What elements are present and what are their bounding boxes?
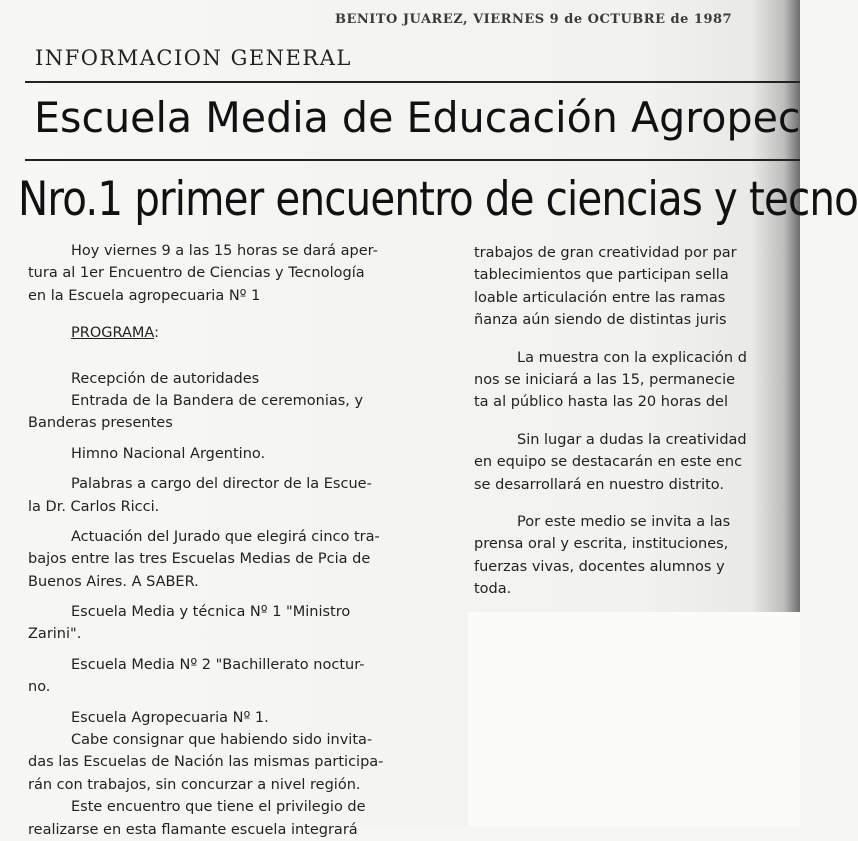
- program-item: Palabras a cargo del director de la Escue-: [71, 476, 372, 493]
- program-item: Entrada de la Bandera de ceremonias, y: [71, 392, 364, 409]
- body-line: Sin lugar a dudas la creatividad: [517, 431, 747, 448]
- program-item: Himno Nacional Argentino.: [71, 445, 266, 462]
- program-item: Buenos Aires. A SABER.: [28, 573, 199, 590]
- body-line: en la Escuela agropecuaria Nº 1: [28, 287, 261, 304]
- programa-heading: [28, 322, 458, 344]
- body-line: fuerzas vivas, docentes alumnos y: [474, 558, 725, 575]
- body-line: tura al 1er Encuentro de Ciencias y Tecnología: [28, 265, 365, 282]
- programa-label: PROGRAMA: [71, 325, 155, 342]
- programa-colon: :: [154, 325, 159, 342]
- program-item: bajos entre las tres Escuelas Medias de Pcia de: [28, 551, 371, 568]
- program-item: Escuela Agropecuaria Nº 1.: [71, 709, 269, 726]
- body-line: prensa oral y escrita, instituciones,: [474, 536, 729, 553]
- body-line: trabajos de gran creatividad por par: [474, 245, 737, 261]
- body-line: Cabe consignar que habiendo sido invita-: [71, 732, 373, 749]
- body-line: La muestra con la explicación d: [517, 349, 747, 366]
- body-line: Hoy viernes 9 a las 15 horas se dará aper-: [71, 243, 378, 259]
- program-item: Zarini".: [28, 626, 82, 643]
- body-line: se desarrollará en nuestro distrito.: [474, 476, 725, 493]
- program-item: Escuela Media y técnica Nº 1 "Ministro: [71, 604, 351, 621]
- right-column: [474, 242, 800, 600]
- left-column: [28, 240, 458, 841]
- body-line: ta al público hasta las 20 horas del: [474, 394, 728, 411]
- program-item: no.: [28, 679, 51, 696]
- top-rule: [25, 81, 800, 83]
- program-item: Escuela Media Nº 2 "Bachillerato noctur-: [71, 656, 365, 673]
- body-line: nos se iniciará a las 15, permanecie: [474, 371, 736, 388]
- body-line: tablecimientos que participan sella: [474, 267, 729, 284]
- headline-line-2: Nro.1 primer encuentro de ciencias y tecno: [18, 172, 858, 227]
- body-line: realizarse en esta flamante escuela integrará: [28, 821, 358, 838]
- headline-line-1: Escuela Media de Educación Agropec: [34, 93, 801, 142]
- body-line: en equipo se destacarán en este enc: [474, 454, 743, 471]
- program-item: Banderas presentes: [28, 415, 173, 432]
- dateline: BENITO JUAREZ, VIERNES 9 de OCTUBRE de 1987: [335, 12, 733, 27]
- headline-rule: [25, 159, 800, 161]
- program-item: Actuación del Jurado que elegirá cinco tra-: [71, 528, 380, 545]
- body-line: ñanza aún siendo de distintas juris: [474, 312, 727, 329]
- body-line: rán con trabajos, sin concurzar a nivel región.: [28, 776, 361, 793]
- body-line: Este encuentro que tiene el privilegio de: [71, 799, 366, 816]
- blank-paper-area: [468, 612, 800, 826]
- body-line: das las Escuelas de Nación las mismas participa-: [28, 754, 384, 771]
- program-item: Recepción de autoridades: [71, 370, 260, 387]
- body-line: loable articulación entre las ramas: [474, 289, 726, 306]
- section-label: INFORMACION GENERAL: [35, 46, 352, 70]
- body-line: Por este medio se invita a las: [517, 513, 731, 530]
- body-line: toda.: [474, 581, 512, 598]
- program-item: la Dr. Carlos Ricci.: [28, 498, 160, 515]
